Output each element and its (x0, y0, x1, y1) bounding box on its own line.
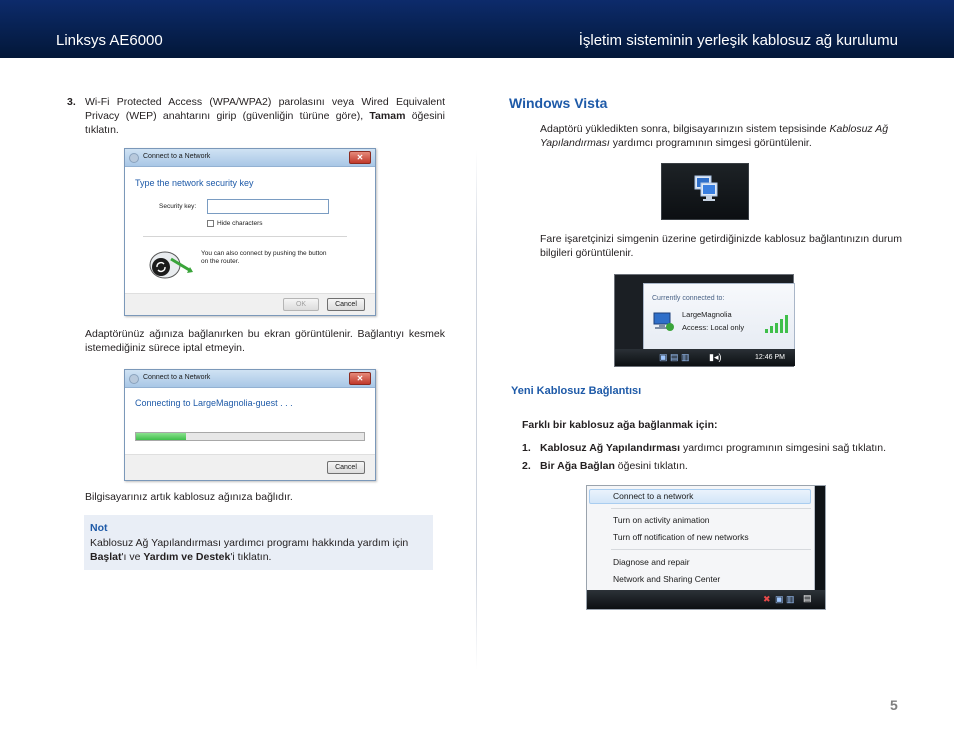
step2-number: 2. (522, 460, 531, 472)
windows-vista-heading: Windows Vista (509, 95, 608, 111)
menu-item-notifications[interactable]: Turn off notification of new networks (613, 532, 749, 542)
push-button-text: You can also connect by pushing the button on the router. (201, 250, 327, 265)
connecting-paragraph: Adaptörünüz ağınıza bağlanırken bu ekran görüntülenir. Bağlantıyı kesmek istemediğiniz sürece iptal etmeyin. (85, 328, 445, 354)
note-title: Not (90, 522, 108, 534)
menu-item-connect-to-network[interactable]: Connect to a network (613, 491, 694, 501)
vista-intro-paragraph: Adaptörü yükledikten sonra, bilgisayarınızın sistem tepsisinde Kablosuz Ağ Yapılandırması yardımcı programının simgesi görüntülenir. (540, 123, 889, 149)
network-name: LargeMagnolia (682, 310, 732, 319)
close-icon[interactable]: ✕ (349, 151, 371, 164)
security-key-label: Security key: (159, 203, 197, 210)
access-status: Access: Local only (682, 323, 745, 332)
page-header (0, 0, 954, 58)
taskbar-clock: 12:46 PM (755, 354, 785, 361)
progress-fill (136, 433, 186, 440)
menu-separator (611, 549, 811, 550)
close-icon[interactable]: ✕ (349, 372, 371, 385)
column-divider (476, 150, 477, 670)
security-alert-icon: ✖ (763, 594, 771, 604)
currently-connected-label: Currently connected to: (652, 295, 725, 302)
connected-paragraph: Bilgisayarınız artık kablosuz ağınıza bağlıdır. (85, 491, 293, 503)
tray-context-menu-screenshot (586, 485, 826, 610)
dialog-titlebar (125, 149, 375, 167)
ok-button[interactable]: OK (283, 298, 319, 311)
tray-icon-screenshot (661, 163, 749, 220)
context-menu (587, 486, 815, 591)
security-key-input[interactable] (207, 199, 329, 214)
menu-item-network-sharing-center[interactable]: Network and Sharing Center (613, 574, 721, 584)
step2-text: Bir Ağa Bağlan öğesini tıklatın. (540, 460, 688, 472)
desktop-edge (815, 486, 825, 591)
dialog-footer (125, 293, 375, 315)
product-name: Linksys AE6000 (56, 32, 163, 49)
dialog-title: Connect to a Network (143, 374, 211, 381)
cancel-button[interactable]: Cancel (327, 298, 365, 311)
step3-text: Wi-Fi Protected Access (WPA/WPA2) parolasını veya Wired Equivalent Privacy (WEP) anahtarını girip (güvenliğin türüne göre), Tamam öğesini tıklatın. (85, 96, 445, 136)
connection-progress-bar (135, 432, 365, 441)
tray-icons: ▣ ▤ ▥ (659, 352, 690, 362)
hover-status-paragraph: Fare işaretçinizi simgenin üzerine getirdiğinizde kablosuz bağlantınızın durum bilgileri görüntülenir. (540, 233, 902, 259)
new-wireless-connection-heading: Yeni Kablosuz Bağlantısı (511, 385, 642, 397)
dialog-heading: Connecting to LargeMagnolia-guest . . . (135, 398, 293, 408)
tray-icons: ▣ ▥ (775, 594, 795, 604)
security-key-dialog (124, 148, 376, 316)
menu-separator (611, 508, 811, 509)
connecting-dialog (124, 369, 376, 481)
menu-item-diagnose-repair[interactable]: Diagnose and repair (613, 557, 690, 567)
dialog-separator (143, 236, 347, 237)
step1-number: 1. (522, 442, 531, 454)
section-title: İşletim sisteminin yerleşik kablosuz ağ kurulumu (578, 32, 898, 49)
cancel-button[interactable]: Cancel (327, 461, 365, 474)
page-number: 5 (890, 697, 898, 713)
dialog-title: Connect to a Network (143, 153, 211, 160)
note-box (84, 515, 433, 570)
network-connection-icon (652, 311, 676, 333)
step1-text: Kablosuz Ağ Yapılandırması yardımcı programının simgesini sağ tıklatın. (540, 442, 887, 454)
taskbar (587, 590, 825, 609)
note-text: Kablosuz Ağ Yapılandırması yardımcı programı hakkında yardım için Başlat'ı ve Yardım ve Destek'i tıklatın. (90, 537, 409, 563)
network-status-popup (614, 274, 794, 367)
taskbar (615, 349, 795, 366)
back-arrow-icon[interactable] (129, 153, 139, 163)
volume-icon: ▮◂) (709, 352, 722, 362)
signal-strength-icon (764, 314, 790, 334)
dialog-footer (125, 454, 375, 480)
dialog-titlebar (125, 370, 375, 388)
hide-characters-label: Hide characters (217, 220, 263, 227)
status-panel (643, 283, 795, 353)
back-arrow-icon[interactable] (129, 374, 139, 384)
router-push-button-icon (145, 245, 197, 281)
step3-number: 3. (67, 96, 76, 108)
connect-different-network-intro: Farklı bir kablosuz ağa bağlanmak için: (522, 419, 718, 431)
wireless-network-icon (662, 164, 750, 221)
menu-item-activity-animation[interactable]: Turn on activity animation (613, 515, 710, 525)
network-tray-icon[interactable]: ▤ (803, 593, 812, 603)
hide-characters-checkbox[interactable] (207, 220, 214, 227)
dialog-heading: Type the network security key (135, 178, 254, 188)
